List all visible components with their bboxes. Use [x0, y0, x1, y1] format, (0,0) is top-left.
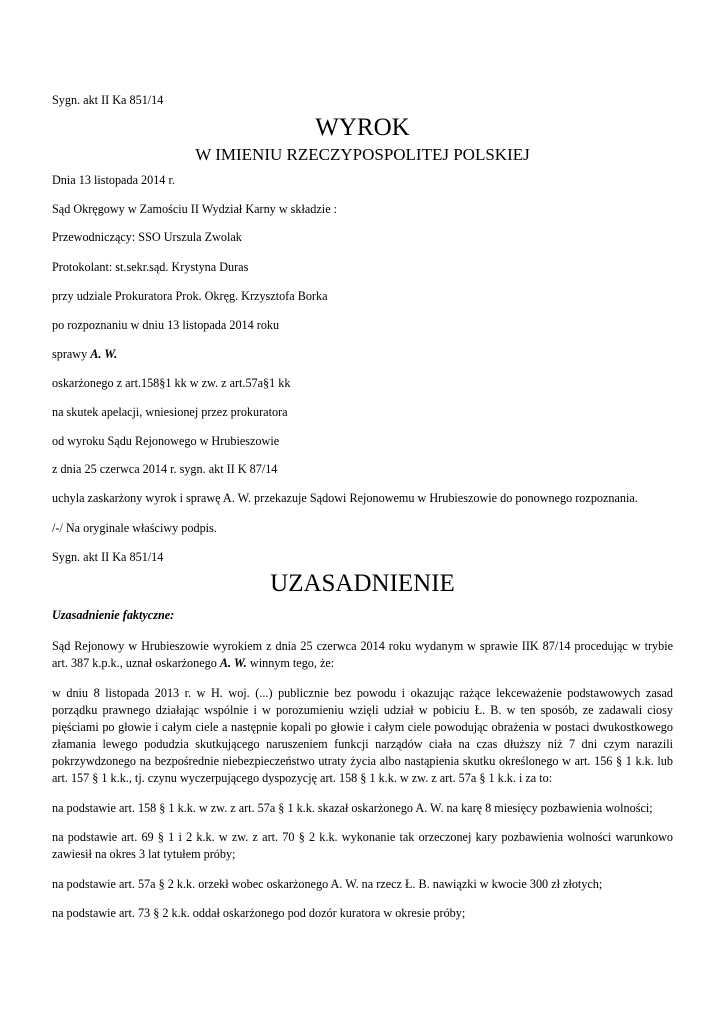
section-heading-text: Uzasadnienie faktyczne:: [52, 608, 175, 622]
hearing-date: po rozpoznaniu w dniu 13 listopada 2014 roku: [52, 318, 280, 332]
case-prefix: sprawy: [52, 347, 91, 361]
verdict-date: Dnia 13 listopada 2014 r.: [52, 173, 175, 187]
p1-text-before: Sąd Rejonowy w Hrubieszowie wyrokiem z dnia 25 czerwca 2014 roku wydanym w sprawie IIK 87/14 procedując w trybie art. 387 k.p.k., uznał oskarżonego: [52, 639, 673, 670]
case-defendant-line: [52, 347, 117, 362]
paragraph-1: [52, 638, 673, 672]
decision: uchyla zaskarżony wyrok i sprawę A. W. przekazuje Sądowi Rejonowemu w Hrubieszowie do ponownego rozpoznania.: [52, 491, 638, 505]
prosecutor: przy udziale Prokuratora Prok. Okręg. Krzysztofa Borka: [52, 289, 328, 303]
section-heading: [52, 608, 174, 623]
court-clerk: Protokolant: st.sekr.sąd. Krystyna Duras: [52, 260, 249, 274]
judgment-source: od wyroku Sądu Rejonowego w Hrubieszowie: [52, 434, 280, 448]
justification-title: UZASADNIENIE: [270, 570, 455, 597]
paragraph-3: na podstawie art. 158 § 1 k.k. w zw. z art. 57a § 1 k.k. skazał oskarżonego A. W. na karę 8 miesięcy pozbawienia wolności;: [52, 801, 653, 815]
p1-text-after: winnym tego, że:: [246, 656, 335, 670]
paragraph-5: na podstawie art. 57a § 2 k.k. orzekł wobec oskarżonego A. W. na rzecz Ł. B. nawiązki w kwocie 300 zł złotych;: [52, 877, 603, 891]
paragraph-4: na podstawie art. 69 § 1 i 2 k.k. w zw. z art. 70 § 2 k.k. wykonanie tak orzeczonej kary pozbawienia wolności warunkowo zawiesił na okres 3 lat tytułem próby;: [52, 830, 673, 861]
case-number: Sygn. akt II Ka 851/14: [52, 93, 164, 107]
justification-case-number: Sygn. akt II Ka 851/14: [52, 550, 164, 564]
verdict-title: WYROK: [315, 114, 410, 141]
court-composition: Sąd Okręgowy w Zamościu II Wydział Karny w składzie :: [52, 202, 338, 216]
p1-defendant-name: A. W.: [219, 656, 247, 670]
judgment-date: z dnia 25 czerwca 2014 r. sygn. akt II K 87/14: [52, 462, 278, 476]
presiding-judge: Przewodniczący: SSO Urszula Zwolak: [52, 230, 242, 244]
paragraph-2: w dniu 8 listopada 2013 r. w H. woj. (...) publicznie bez powodu i okazując rażące lekceważenie podstawowych zasad porządku prawnego działając wspólnie i w porozumieniu wzięli udział w pobiciu Ł. B. w ten sposób, ze zadawali ciosy pięściami po głowie i całym ciele a następnie kopali po głowie i całym ciele powodując obrażenia w postaci dwukostkowego złamania lewego podudzia skutkującego naruszeniem funkcji narządów ciała na czas dłuższy niż 7 dni czym narazili pokrzywdzonego na bezpośrednie niebezpieczeństwo utraty życia albo nastąpienia skutku określonego w art. 156 § 1 k.k. lub art. 157 § 1 k.k., tj. czynu wyczerpującego dyspozycję art. 158 § 1 k.k. w zw. z art. 57a § 1 k.k. i za to:: [52, 686, 673, 785]
appeal-note: na skutek apelacji, wniesionej przez prokuratora: [52, 405, 288, 419]
charge: oskarżonego z art.158§1 kk w zw. z art.57a§1 kk: [52, 376, 291, 390]
signature-note: /-/ Na oryginale właściwy podpis.: [52, 521, 217, 535]
verdict-subtitle: W IMIENIU RZECZYPOSPOLITEJ POLSKIEJ: [195, 145, 530, 164]
defendant-name: A. W.: [90, 347, 118, 361]
paragraph-6: na podstawie art. 73 § 2 k.k. oddał oskarżonego pod dozór kuratora w okresie próby;: [52, 906, 466, 920]
